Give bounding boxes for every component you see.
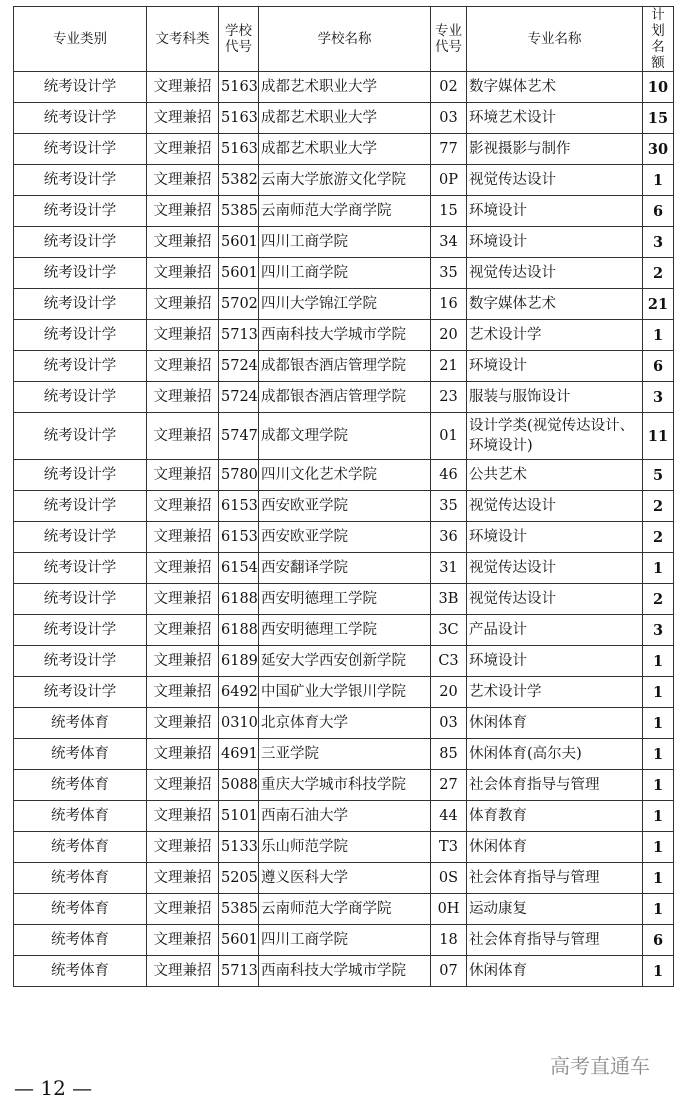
cell-major-code: 35	[431, 491, 467, 522]
cell-quota: 2	[643, 522, 674, 553]
cell-subject: 文理兼招	[147, 460, 219, 491]
cell-quota: 1	[643, 801, 674, 832]
cell-major-name: 视觉传达设计	[467, 553, 643, 584]
table-row	[14, 72, 674, 103]
cell-major-code: 0H	[431, 894, 467, 925]
cell-major-name: 服装与服饰设计	[467, 382, 643, 413]
cell-school-code: 5163	[219, 134, 259, 165]
cell-quota: 2	[643, 491, 674, 522]
cell-major-name: 社会体育指导与管理	[467, 925, 643, 956]
cell-category: 统考设计学	[14, 289, 147, 320]
cell-quota: 6	[643, 351, 674, 382]
cell-major-code: 16	[431, 289, 467, 320]
cell-school-name: 中国矿业大学银川学院	[259, 677, 431, 708]
table-row	[14, 925, 674, 956]
cell-major-name: 视觉传达设计	[467, 491, 643, 522]
cell-school-code: 5724	[219, 382, 259, 413]
cell-category: 统考体育	[14, 801, 147, 832]
cell-school-code: 5101	[219, 801, 259, 832]
cell-quota: 21	[643, 289, 674, 320]
table-row	[14, 351, 674, 382]
cell-category: 统考设计学	[14, 165, 147, 196]
cell-major-code: 03	[431, 708, 467, 739]
cell-school-name: 成都艺术职业大学	[259, 103, 431, 134]
cell-category: 统考设计学	[14, 677, 147, 708]
cell-subject: 文理兼招	[147, 103, 219, 134]
cell-category: 统考设计学	[14, 584, 147, 615]
cell-major-name: 艺术设计学	[467, 677, 643, 708]
cell-quota: 1	[643, 894, 674, 925]
cell-school-code: 0310	[219, 708, 259, 739]
cell-school-name: 重庆大学城市科技学院	[259, 770, 431, 801]
header-school-code: 学校代号	[219, 7, 259, 72]
table-row	[14, 491, 674, 522]
cell-subject: 文理兼招	[147, 677, 219, 708]
table-row	[14, 134, 674, 165]
cell-major-code: 20	[431, 677, 467, 708]
cell-subject: 文理兼招	[147, 413, 219, 460]
cell-quota: 1	[643, 646, 674, 677]
cell-school-name: 成都艺术职业大学	[259, 72, 431, 103]
cell-subject: 文理兼招	[147, 615, 219, 646]
cell-school-code: 6492	[219, 677, 259, 708]
cell-category: 统考设计学	[14, 413, 147, 460]
cell-subject: 文理兼招	[147, 894, 219, 925]
cell-school-name: 三亚学院	[259, 739, 431, 770]
cell-major-code: 03	[431, 103, 467, 134]
cell-major-name: 环境设计	[467, 522, 643, 553]
cell-category: 统考体育	[14, 925, 147, 956]
cell-major-name: 数字媒体艺术	[467, 289, 643, 320]
cell-major-code: 07	[431, 956, 467, 987]
cell-major-code: 20	[431, 320, 467, 351]
table-row	[14, 413, 674, 460]
cell-quota: 5	[643, 460, 674, 491]
table-body	[14, 72, 674, 987]
cell-category: 统考设计学	[14, 460, 147, 491]
cell-major-code: 85	[431, 739, 467, 770]
cell-major-name: 数字媒体艺术	[467, 72, 643, 103]
cell-major-code: 23	[431, 382, 467, 413]
cell-major-code: 0S	[431, 863, 467, 894]
cell-subject: 文理兼招	[147, 553, 219, 584]
cell-category: 统考体育	[14, 894, 147, 925]
cell-subject: 文理兼招	[147, 134, 219, 165]
cell-school-code: 5601	[219, 227, 259, 258]
cell-category: 统考体育	[14, 708, 147, 739]
cell-school-name: 四川工商学院	[259, 227, 431, 258]
cell-school-code: 5601	[219, 925, 259, 956]
cell-major-name: 休闲体育	[467, 832, 643, 863]
cell-quota: 15	[643, 103, 674, 134]
table-row	[14, 832, 674, 863]
cell-school-name: 西安明德理工学院	[259, 615, 431, 646]
cell-school-name: 成都银杏酒店管理学院	[259, 382, 431, 413]
cell-major-code: 01	[431, 413, 467, 460]
cell-quota: 1	[643, 832, 674, 863]
cell-major-code: T3	[431, 832, 467, 863]
cell-school-code: 5601	[219, 258, 259, 289]
cell-school-name: 西南石油大学	[259, 801, 431, 832]
table-row	[14, 646, 674, 677]
cell-school-name: 西南科技大学城市学院	[259, 956, 431, 987]
cell-school-code: 5780	[219, 460, 259, 491]
cell-quota: 1	[643, 165, 674, 196]
header-subject: 文考科类	[147, 7, 219, 72]
cell-major-name: 环境设计	[467, 351, 643, 382]
cell-category: 统考设计学	[14, 382, 147, 413]
cell-school-code: 6189	[219, 646, 259, 677]
cell-major-code: 31	[431, 553, 467, 584]
cell-school-code: 6188	[219, 615, 259, 646]
cell-major-name: 休闲体育	[467, 956, 643, 987]
table-row	[14, 382, 674, 413]
cell-quota: 1	[643, 956, 674, 987]
cell-major-name: 环境艺术设计	[467, 103, 643, 134]
cell-school-name: 北京体育大学	[259, 708, 431, 739]
header-major-code: 专业代号	[431, 7, 467, 72]
cell-category: 统考体育	[14, 863, 147, 894]
table-row	[14, 553, 674, 584]
cell-school-name: 遵义医科大学	[259, 863, 431, 894]
cell-quota: 1	[643, 677, 674, 708]
table-row	[14, 227, 674, 258]
table-row	[14, 956, 674, 987]
cell-subject: 文理兼招	[147, 925, 219, 956]
table-row	[14, 584, 674, 615]
cell-category: 统考设计学	[14, 615, 147, 646]
cell-school-code: 5713	[219, 320, 259, 351]
cell-school-code: 5133	[219, 832, 259, 863]
header-quota: 计划名额	[643, 7, 674, 72]
cell-category: 统考设计学	[14, 227, 147, 258]
cell-major-name: 环境设计	[467, 646, 643, 677]
cell-school-name: 延安大学西安创新学院	[259, 646, 431, 677]
cell-major-name: 休闲体育(高尔夫)	[467, 739, 643, 770]
cell-school-name: 四川文化艺术学院	[259, 460, 431, 491]
table-row	[14, 196, 674, 227]
cell-school-code: 6154	[219, 553, 259, 584]
cell-major-code: 46	[431, 460, 467, 491]
cell-category: 统考设计学	[14, 491, 147, 522]
cell-quota: 6	[643, 925, 674, 956]
cell-category: 统考设计学	[14, 196, 147, 227]
cell-school-code: 5747	[219, 413, 259, 460]
cell-school-name: 西安翻译学院	[259, 553, 431, 584]
cell-subject: 文理兼招	[147, 165, 219, 196]
table-row	[14, 801, 674, 832]
cell-school-name: 西安欧亚学院	[259, 522, 431, 553]
cell-subject: 文理兼招	[147, 491, 219, 522]
cell-category: 统考设计学	[14, 351, 147, 382]
table-row	[14, 770, 674, 801]
table-row	[14, 894, 674, 925]
cell-subject: 文理兼招	[147, 832, 219, 863]
cell-school-name: 四川工商学院	[259, 258, 431, 289]
cell-subject: 文理兼招	[147, 584, 219, 615]
table-row	[14, 289, 674, 320]
table-row	[14, 165, 674, 196]
cell-school-name: 乐山师范学院	[259, 832, 431, 863]
cell-quota: 1	[643, 739, 674, 770]
table-row	[14, 677, 674, 708]
cell-school-name: 四川大学锦江学院	[259, 289, 431, 320]
cell-school-code: 6153	[219, 522, 259, 553]
cell-subject: 文理兼招	[147, 351, 219, 382]
cell-major-name: 视觉传达设计	[467, 258, 643, 289]
cell-major-code: 44	[431, 801, 467, 832]
cell-category: 统考设计学	[14, 103, 147, 134]
table-row	[14, 522, 674, 553]
header-school-name: 学校名称	[259, 7, 431, 72]
cell-school-code: 5702	[219, 289, 259, 320]
table-row	[14, 258, 674, 289]
cell-school-code: 5713	[219, 956, 259, 987]
cell-category: 统考体育	[14, 832, 147, 863]
cell-major-code: 77	[431, 134, 467, 165]
cell-major-code: 27	[431, 770, 467, 801]
cell-major-name: 体育教育	[467, 801, 643, 832]
cell-school-name: 云南师范大学商学院	[259, 196, 431, 227]
page-number: — 12 —	[14, 1076, 93, 1100]
cell-subject: 文理兼招	[147, 320, 219, 351]
table-row	[14, 739, 674, 770]
cell-major-name: 休闲体育	[467, 708, 643, 739]
cell-school-name: 成都艺术职业大学	[259, 134, 431, 165]
cell-major-name: 影视摄影与制作	[467, 134, 643, 165]
cell-category: 统考体育	[14, 956, 147, 987]
cell-category: 统考设计学	[14, 134, 147, 165]
cell-category: 统考设计学	[14, 72, 147, 103]
cell-school-code: 4691	[219, 739, 259, 770]
admission-plan-table	[13, 6, 674, 987]
cell-subject: 文理兼招	[147, 863, 219, 894]
table-row	[14, 615, 674, 646]
cell-major-code: 21	[431, 351, 467, 382]
table-row	[14, 460, 674, 491]
cell-major-name: 视觉传达设计	[467, 165, 643, 196]
cell-quota: 2	[643, 258, 674, 289]
cell-subject: 文理兼招	[147, 382, 219, 413]
table-row	[14, 708, 674, 739]
cell-major-code: 0P	[431, 165, 467, 196]
cell-major-name: 设计学类(视觉传达设计、环境设计)	[467, 413, 643, 460]
cell-school-code: 5724	[219, 351, 259, 382]
cell-subject: 文理兼招	[147, 770, 219, 801]
cell-major-name: 艺术设计学	[467, 320, 643, 351]
cell-major-name: 视觉传达设计	[467, 584, 643, 615]
cell-major-code: 34	[431, 227, 467, 258]
cell-category: 统考设计学	[14, 258, 147, 289]
cell-school-code: 6188	[219, 584, 259, 615]
cell-category: 统考体育	[14, 770, 147, 801]
cell-major-name: 社会体育指导与管理	[467, 770, 643, 801]
cell-quota: 3	[643, 227, 674, 258]
cell-school-name: 成都银杏酒店管理学院	[259, 351, 431, 382]
table-row	[14, 103, 674, 134]
cell-quota: 1	[643, 708, 674, 739]
cell-quota: 1	[643, 863, 674, 894]
cell-subject: 文理兼招	[147, 801, 219, 832]
cell-major-code: 15	[431, 196, 467, 227]
cell-subject: 文理兼招	[147, 956, 219, 987]
cell-subject: 文理兼招	[147, 289, 219, 320]
cell-category: 统考设计学	[14, 553, 147, 584]
cell-category: 统考体育	[14, 739, 147, 770]
cell-major-code: 02	[431, 72, 467, 103]
cell-category: 统考设计学	[14, 522, 147, 553]
cell-school-code: 5088	[219, 770, 259, 801]
cell-major-code: 36	[431, 522, 467, 553]
table-row	[14, 863, 674, 894]
cell-major-name: 环境设计	[467, 227, 643, 258]
cell-major-code: 18	[431, 925, 467, 956]
table-header-row	[14, 7, 674, 72]
cell-quota: 1	[643, 320, 674, 351]
cell-subject: 文理兼招	[147, 258, 219, 289]
cell-school-name: 云南师范大学商学院	[259, 894, 431, 925]
watermark: 高考直通车	[550, 1054, 650, 1078]
cell-major-code: 3C	[431, 615, 467, 646]
cell-subject: 文理兼招	[147, 72, 219, 103]
cell-subject: 文理兼招	[147, 227, 219, 258]
cell-subject: 文理兼招	[147, 196, 219, 227]
cell-quota: 1	[643, 770, 674, 801]
cell-category: 统考设计学	[14, 320, 147, 351]
cell-school-code: 5385	[219, 196, 259, 227]
cell-major-name: 产品设计	[467, 615, 643, 646]
cell-quota: 1	[643, 553, 674, 584]
cell-school-name: 成都文理学院	[259, 413, 431, 460]
cell-major-name: 环境设计	[467, 196, 643, 227]
cell-school-code: 5385	[219, 894, 259, 925]
cell-school-name: 西安欧亚学院	[259, 491, 431, 522]
cell-subject: 文理兼招	[147, 522, 219, 553]
cell-quota: 10	[643, 72, 674, 103]
cell-quota: 30	[643, 134, 674, 165]
cell-subject: 文理兼招	[147, 739, 219, 770]
cell-quota: 3	[643, 615, 674, 646]
cell-major-name: 公共艺术	[467, 460, 643, 491]
cell-school-name: 西安明德理工学院	[259, 584, 431, 615]
header-category: 专业类别	[14, 7, 147, 72]
cell-school-name: 云南大学旅游文化学院	[259, 165, 431, 196]
cell-major-code: 35	[431, 258, 467, 289]
cell-quota: 6	[643, 196, 674, 227]
cell-major-code: C3	[431, 646, 467, 677]
cell-category: 统考设计学	[14, 646, 147, 677]
cell-school-name: 西南科技大学城市学院	[259, 320, 431, 351]
cell-school-code: 5205	[219, 863, 259, 894]
cell-school-name: 四川工商学院	[259, 925, 431, 956]
table-row	[14, 320, 674, 351]
cell-major-code: 3B	[431, 584, 467, 615]
cell-major-name: 社会体育指导与管理	[467, 863, 643, 894]
cell-school-code: 5163	[219, 72, 259, 103]
cell-quota: 2	[643, 584, 674, 615]
cell-major-name: 运动康复	[467, 894, 643, 925]
cell-quota: 11	[643, 413, 674, 460]
cell-quota: 3	[643, 382, 674, 413]
cell-subject: 文理兼招	[147, 708, 219, 739]
cell-subject: 文理兼招	[147, 646, 219, 677]
cell-school-code: 5382	[219, 165, 259, 196]
cell-school-code: 6153	[219, 491, 259, 522]
cell-school-code: 5163	[219, 103, 259, 134]
header-major-name: 专业名称	[467, 7, 643, 72]
